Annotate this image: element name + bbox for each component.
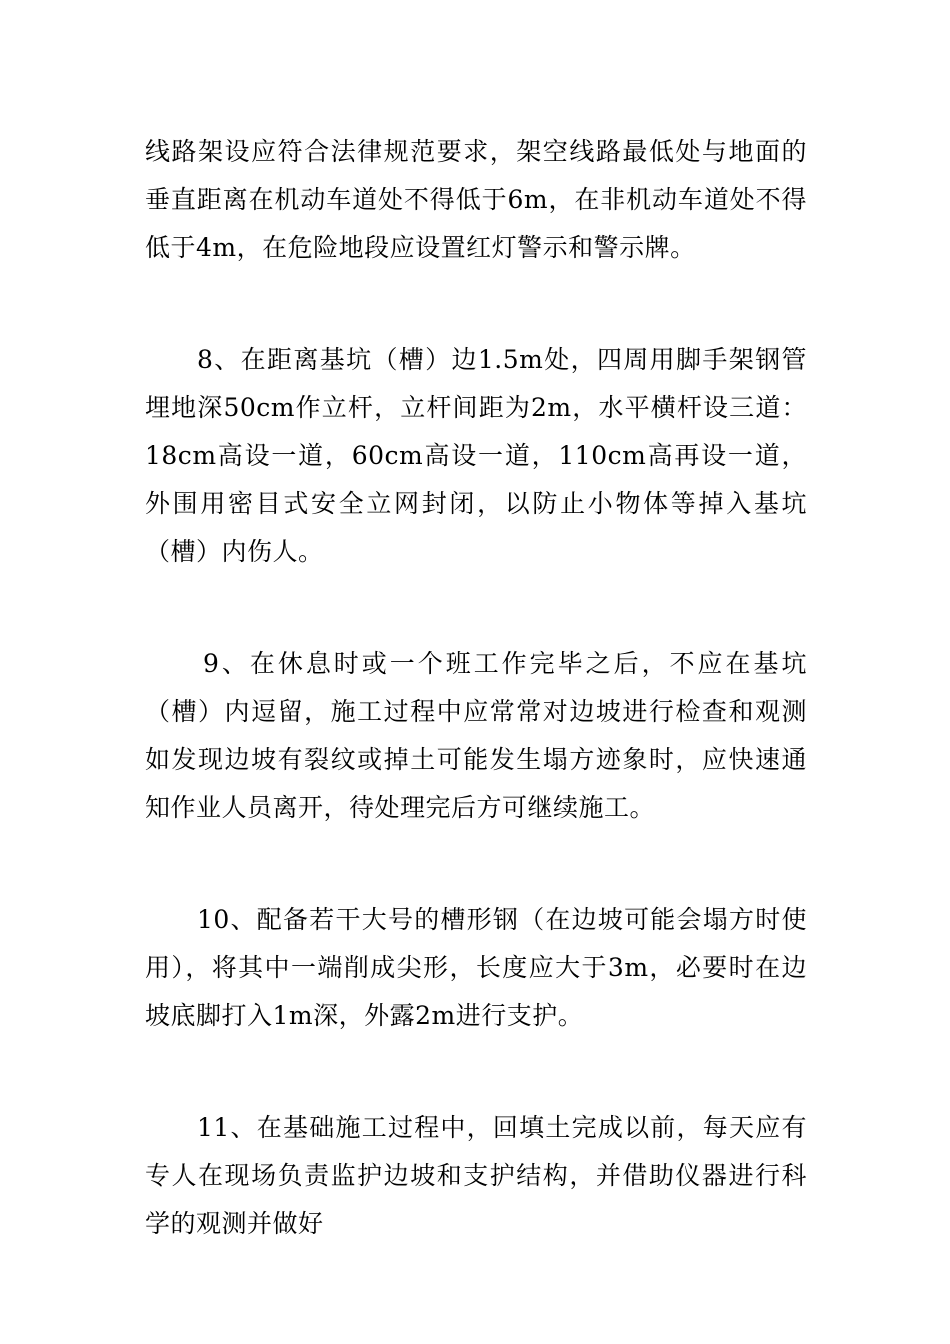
paragraph-item-8: 8、在距离基坑（槽）边1.5m处，四周用脚手架钢管埋地深50cm作立杆，立杆间距为2m，水平横杆设三道：18cm高设一道，60cm高设一道，110cm高再设一道，外围用密目式安全立网封闭，以防止小物体等掉入基坑（槽）内伤人。 [145, 345, 807, 566]
paragraph-gap [145, 272, 807, 336]
paragraph-item-11: 11、在基础施工过程中，回填土完成以前，每天应有专人在现场负责监护边坡和支护结构，并借助仪器进行科学的观测并做好 [145, 1113, 807, 1238]
paragraph-gap [145, 576, 807, 640]
paragraph-wiring-requirements: 线路架设应符合法律规范要求，架空线路最低处与地面的垂直距离在机动车道处不得低于6m，在非机动车道处不得低于4m，在危险地段应设置红灯警示和警示牌。 [145, 137, 807, 262]
paragraph-gap [145, 1040, 807, 1104]
paragraph-item-10: 10、配备若干大号的槽形钢（在边坡可能会塌方时使用），将其中一端削成尖形，长度应大于3m，必要时在边坡底脚打入1m深，外露2m进行支护。 [145, 905, 807, 1030]
paragraph-gap [145, 832, 807, 896]
paragraph-item-9: 9、在休息时或一个班工作完毕之后，不应在基坑（槽）内逗留，施工过程中应常常对边坡进行检查和观测如发现边坡有裂纹或掉土可能发生塌方迹象时，应快速通知作业人员离开，待处理完后方可继续施工。 [145, 649, 807, 822]
document-body [145, 128, 807, 1248]
